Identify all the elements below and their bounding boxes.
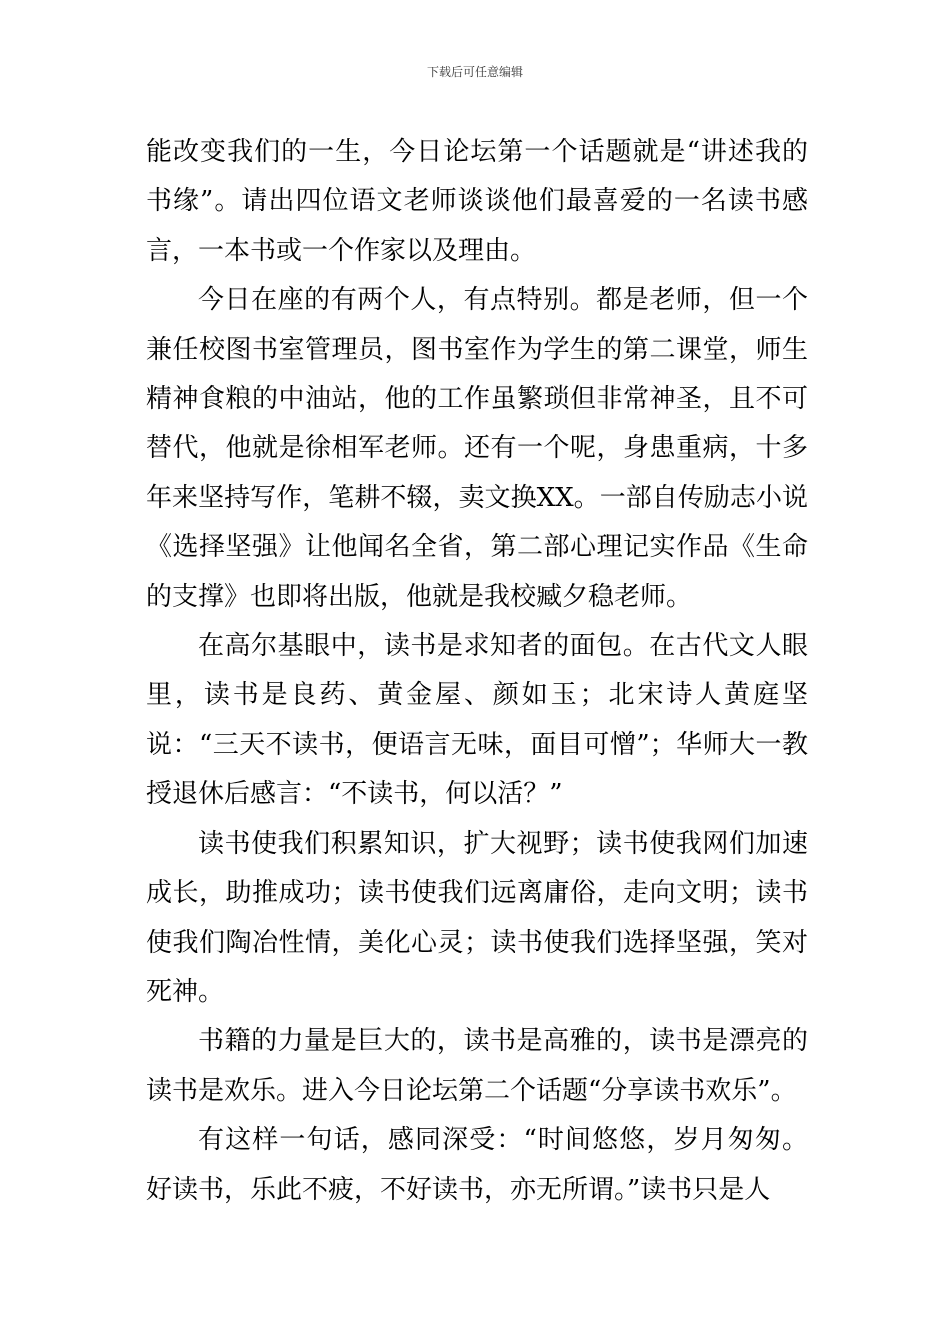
paragraph-3: 在高尔基眼中，读书是求知者的面包。在古代文人眼里，读书是良药、黄金屋、颜如玉；北宋诗人黄庭坚说：“三天不读书，便语言无味，面目可憎”；华师大一教授退休后感言：“不读书，何以活？” bbox=[146, 631, 808, 810]
page-header: 下载后可任意编辑 bbox=[426, 65, 523, 79]
document-body bbox=[146, 128, 808, 1215]
paragraph-1: 能改变我们的一生，今日论坛第一个话题就是“讲述我的书缘”。请出四位语文老师谈谈他们最喜爱的一名读书感言，一本书或一个作家以及理由。 bbox=[146, 137, 808, 266]
paragraph-2: 今日在座的有两个人，有点特别。都是老师，但一个兼任校图书室管理员，图书室作为学生的第二课堂，师生精神食粮的中油站，他的工作虽繁琐但非常神圣，且不可替代，他就是徐相军老师。还有一个呢，身患重病，十多年来坚持写作，笔耕不辍，卖文换XX。一部自传励志小说《选择坚强》让他闻名全省，第二部心理记实作品《生命的支撑》也即将出版，他就是我校臧夕稳老师。 bbox=[146, 285, 808, 612]
paragraph-4: 读书使我们积累知识，扩大视野；读书使我网们加速成长，助推成功；读书使我们远离庸俗，走向文明；读书使我们陶冶性情，美化心灵；读书使我们选择坚强，笑对死神。 bbox=[146, 828, 808, 1007]
paragraph-5: 书籍的力量是巨大的，读书是高雅的，读书是漂亮的读书是欢乐。进入今日论坛第二个话题“分享读书欢乐”。 bbox=[146, 1026, 808, 1106]
paragraph-6: 有这样一句话，感同深受：“时间悠悠，岁月匆匆。好读书，乐此不疲，不好读书，亦无所谓。”读书只是人 bbox=[146, 1125, 808, 1205]
